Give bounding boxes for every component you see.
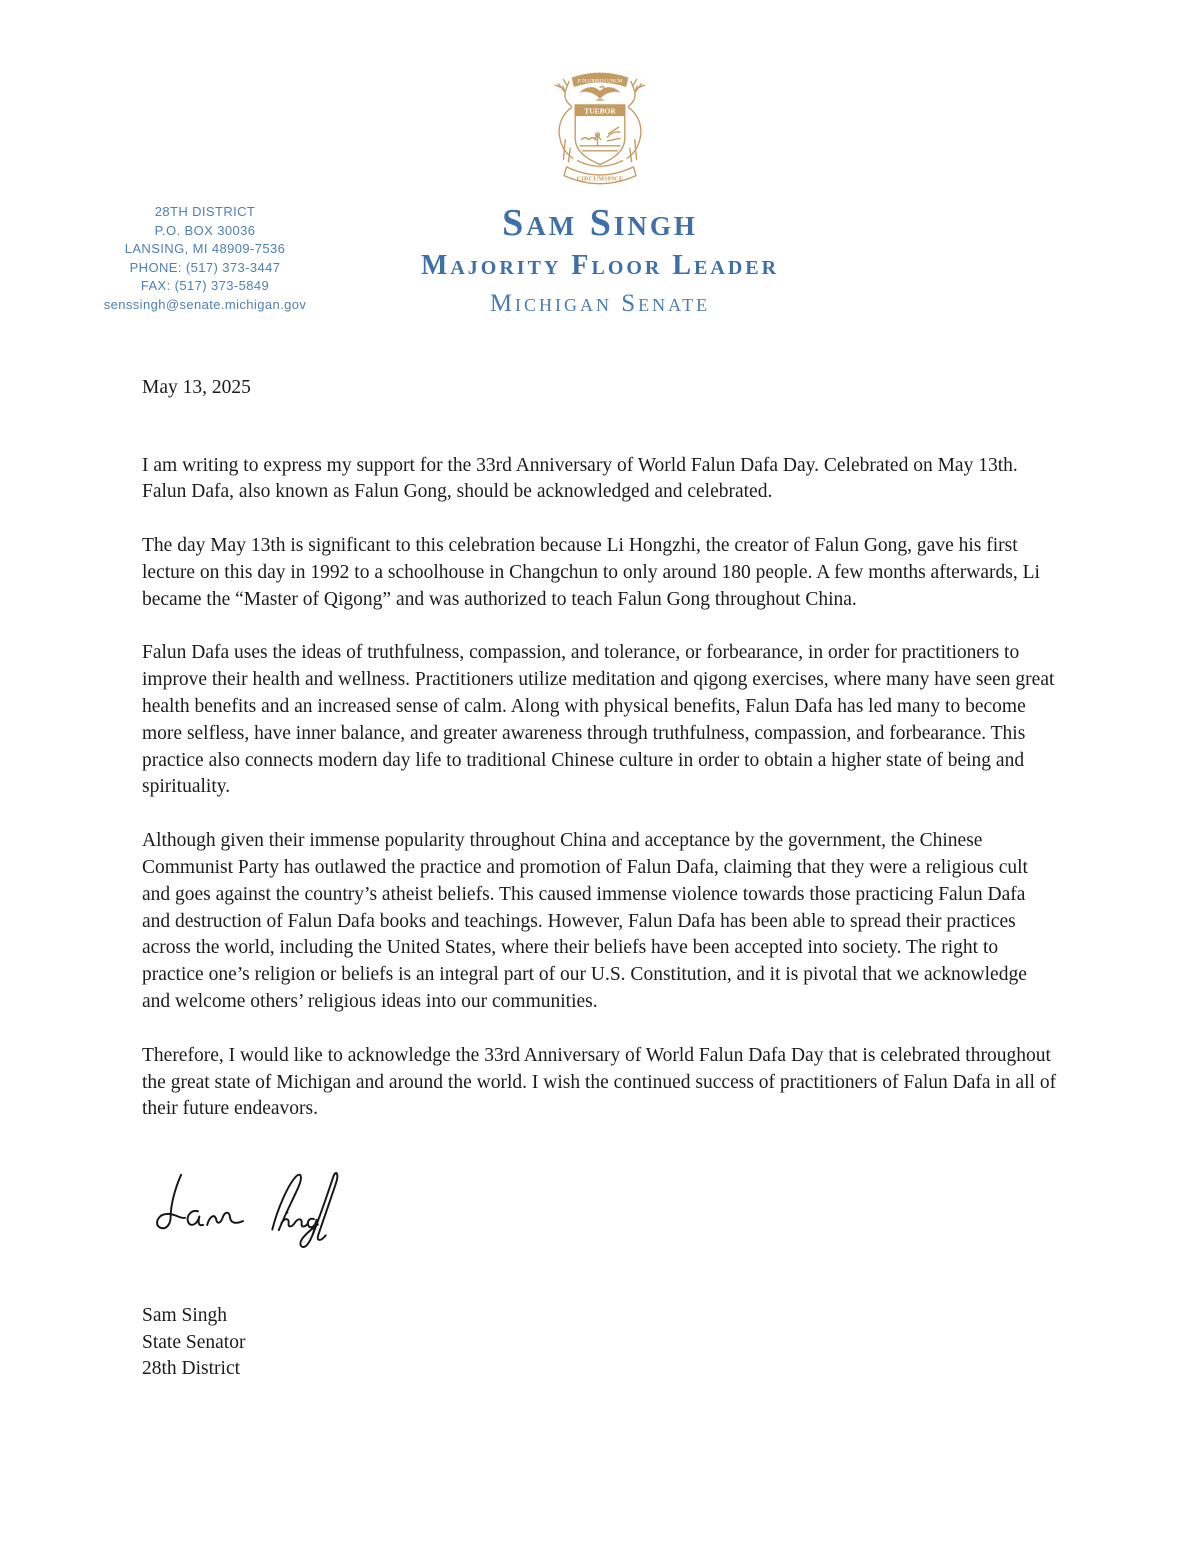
contact-po-box: P.O. BOX 30036 <box>154 222 256 238</box>
closing-title: State Senator <box>142 1331 246 1353</box>
contact-phone: PHONE: (517) 373-3447 <box>129 259 281 275</box>
seal-motto-bottom: CIRCUMSPICE <box>576 175 624 183</box>
closing-name: Sam Singh <box>142 1305 228 1327</box>
letter-paragraphs <box>142 453 1058 1124</box>
contact-email: senssingh@senate.michigan.gov <box>103 296 307 312</box>
letter-paragraph: The day May 13th is significant to this celebration because Li Hongzhi, the creator of Falun Gong, gave his first lecture on this day in 1992 to a schoolhouse in Changchun to only around 180 people. A few months afterwards, Li became the “Master of Qigong” and was authorized to teach Falun Gong throughout China. <box>142 535 1040 610</box>
signature-handwriting <box>142 1161 1058 1257</box>
contact-fax: FAX: (517) 373-5849 <box>140 278 270 293</box>
letter-paragraph: I am writing to express my support for the 33rd Anniversary of World Falun Dafa Day. Celebrated on May 13th. Falun Dafa, also known as Falun Gong, should be acknowledged and celebrated. <box>142 454 1018 503</box>
michigan-state-seal-icon <box>538 60 662 197</box>
contact-district: 28TH DISTRICT <box>154 204 256 219</box>
letter-paragraph: Although given their immense popularity throughout China and acceptance by the government, the Chinese Communist Party has outlawed the practice and promotion of Falun Dafa, claiming that they were a religious cult and goes against the country’s atheist beliefs. This caused immense violence towards those practicing Falun Dafa and destruction of Falun Dafa books and teachings. However, Falun Dafa has been able to spread their practices across the world, including the United States, where their beliefs have been accepted into society. The right to practice one’s religion or beliefs is an integral part of our U.S. Constitution, and it is pivotal that we acknowledge and welcome others’ religious ideas into our communities. <box>142 830 1028 1013</box>
letterhead <box>0 0 1200 345</box>
seal-motto-shield: TUEBOR <box>584 106 616 116</box>
letter-date: May 13, 2025 <box>142 377 251 398</box>
closing-district: 28th District <box>142 1358 241 1380</box>
title-block <box>0 204 1200 316</box>
senator-name: Sam Singh <box>502 202 698 244</box>
letter-paragraph: Falun Dafa uses the ideas of truthfulness, compassion, and tolerance, or forbearance, in order for practitioners to improve their health and wellness. Practitioners utilize meditation and qigong exercises, where many have seen great health benefits and an increased sense of calm. Along with physical benefits, Falun Dafa has led many to become more selfless, have inner balance, and greater awareness through truthfulness, compassion, and forbearance. This practice also connects modern day life to traditional Chinese culture in order to obtain a higher state of being and spirituality. <box>142 642 1055 798</box>
contact-city: LANSING, MI 48909-7536 <box>124 241 286 256</box>
letter-content <box>0 375 1200 1383</box>
closing-block <box>142 1303 1058 1383</box>
senator-role: Majority Floor Leader <box>420 250 780 281</box>
senate-org: Michigan Senate <box>489 290 711 317</box>
letter-paragraph: Therefore, I would like to acknowledge the 33rd Anniversary of World Falun Dafa Day that is celebrated throughout the great state of Michigan and around the world. I wish the continued success of practitioners of Falun Dafa in all of their future endeavors. <box>142 1044 1057 1120</box>
seal-motto-top: E PLURIBUS UNUM <box>577 79 623 85</box>
